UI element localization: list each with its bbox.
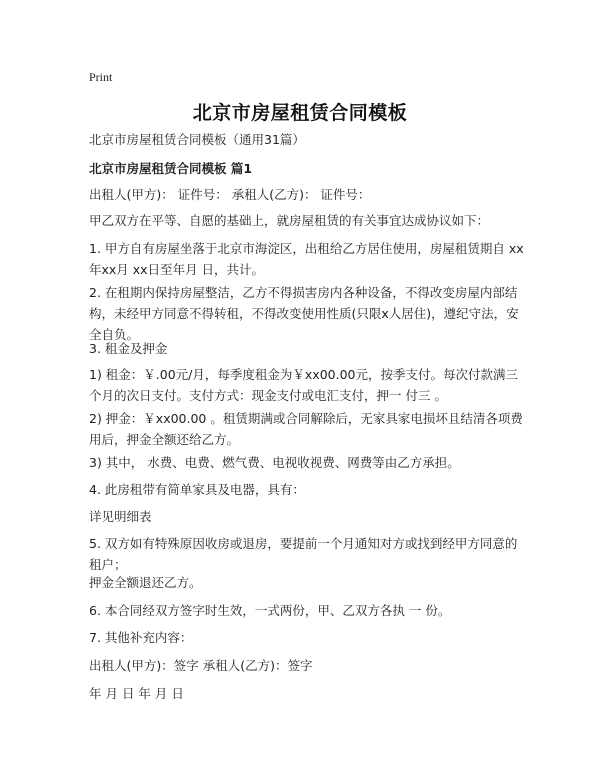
paragraph-clause-2: 2. 在租期内保持房屋整洁，乙方不得损害房内各种设备，不得改变房屋内部结构，未经甲方同意不得转租，不得改变使用性质(只限x人居住)，遵纪守法，安全自负。 bbox=[89, 285, 519, 342]
paragraph-clause-5: 5. 双方如有特殊原因收房或退房，要提前一个月通知对方或找到经甲方同意的租户； bbox=[89, 536, 518, 572]
paragraph-fees: 3) 其中， 水费、电费、燃气费、电视收视费、网费等由乙方承担。 bbox=[89, 455, 460, 470]
paragraph-intro: 甲乙双方在平等、自愿的基础上，就房屋租赁的有关事宜达成协议如下： bbox=[89, 213, 490, 228]
print-label: Print bbox=[89, 70, 113, 84]
paragraph-dates: 年 月 日 年 月 日 bbox=[89, 686, 184, 701]
paragraph-clause-1: 1. 甲方自有房屋坐落于北京市海淀区，出租给乙方居住使用，房屋租赁期自 xx年xx月 xx日至年月 日，共计。 bbox=[89, 241, 524, 277]
paragraph-signatures: 出租人(甲方)：签字 承租人(乙方)：签字 bbox=[89, 658, 313, 673]
document-subtitle: 北京市房屋租赁合同模板（通用31篇） bbox=[89, 132, 305, 147]
paragraph-deposit-return: 押金全额退还乙方。 bbox=[89, 575, 202, 590]
paragraph-details: 详见明细表 bbox=[89, 509, 152, 524]
section-heading: 北京市房屋租赁合同模板 篇1 bbox=[89, 161, 253, 176]
document-title: 北京市房屋租赁合同模板 bbox=[192, 102, 408, 124]
paragraph-clause-4: 4. 此房租带有简单家具及电器，具有： bbox=[89, 482, 305, 497]
paragraph-clause-3: 3. 租金及押金 bbox=[89, 341, 168, 356]
paragraph-clause-7: 7. 其他补充内容： bbox=[89, 630, 193, 645]
paragraph-clause-6: 6. 本合同经双方签字时生效，一式两份，甲、乙双方各执 一 份。 bbox=[89, 603, 451, 618]
paragraph-rent: 1) 租金：￥.00元/月，每季度租金为￥xx00.00元，按季支付。每次付款满三个月的次日支付。支付方式：现金支付或电汇支付，押一 付三 。 bbox=[89, 367, 518, 403]
paragraph-parties: 出租人(甲方)： 证件号： 承租人(乙方)： 证件号： bbox=[89, 187, 371, 202]
paragraph-deposit: 2) 押金：￥xx00.00 。租赁期满或合同解除后，无家具家电损坏且结清各项费用后，押金全额还给乙方。 bbox=[89, 411, 523, 447]
